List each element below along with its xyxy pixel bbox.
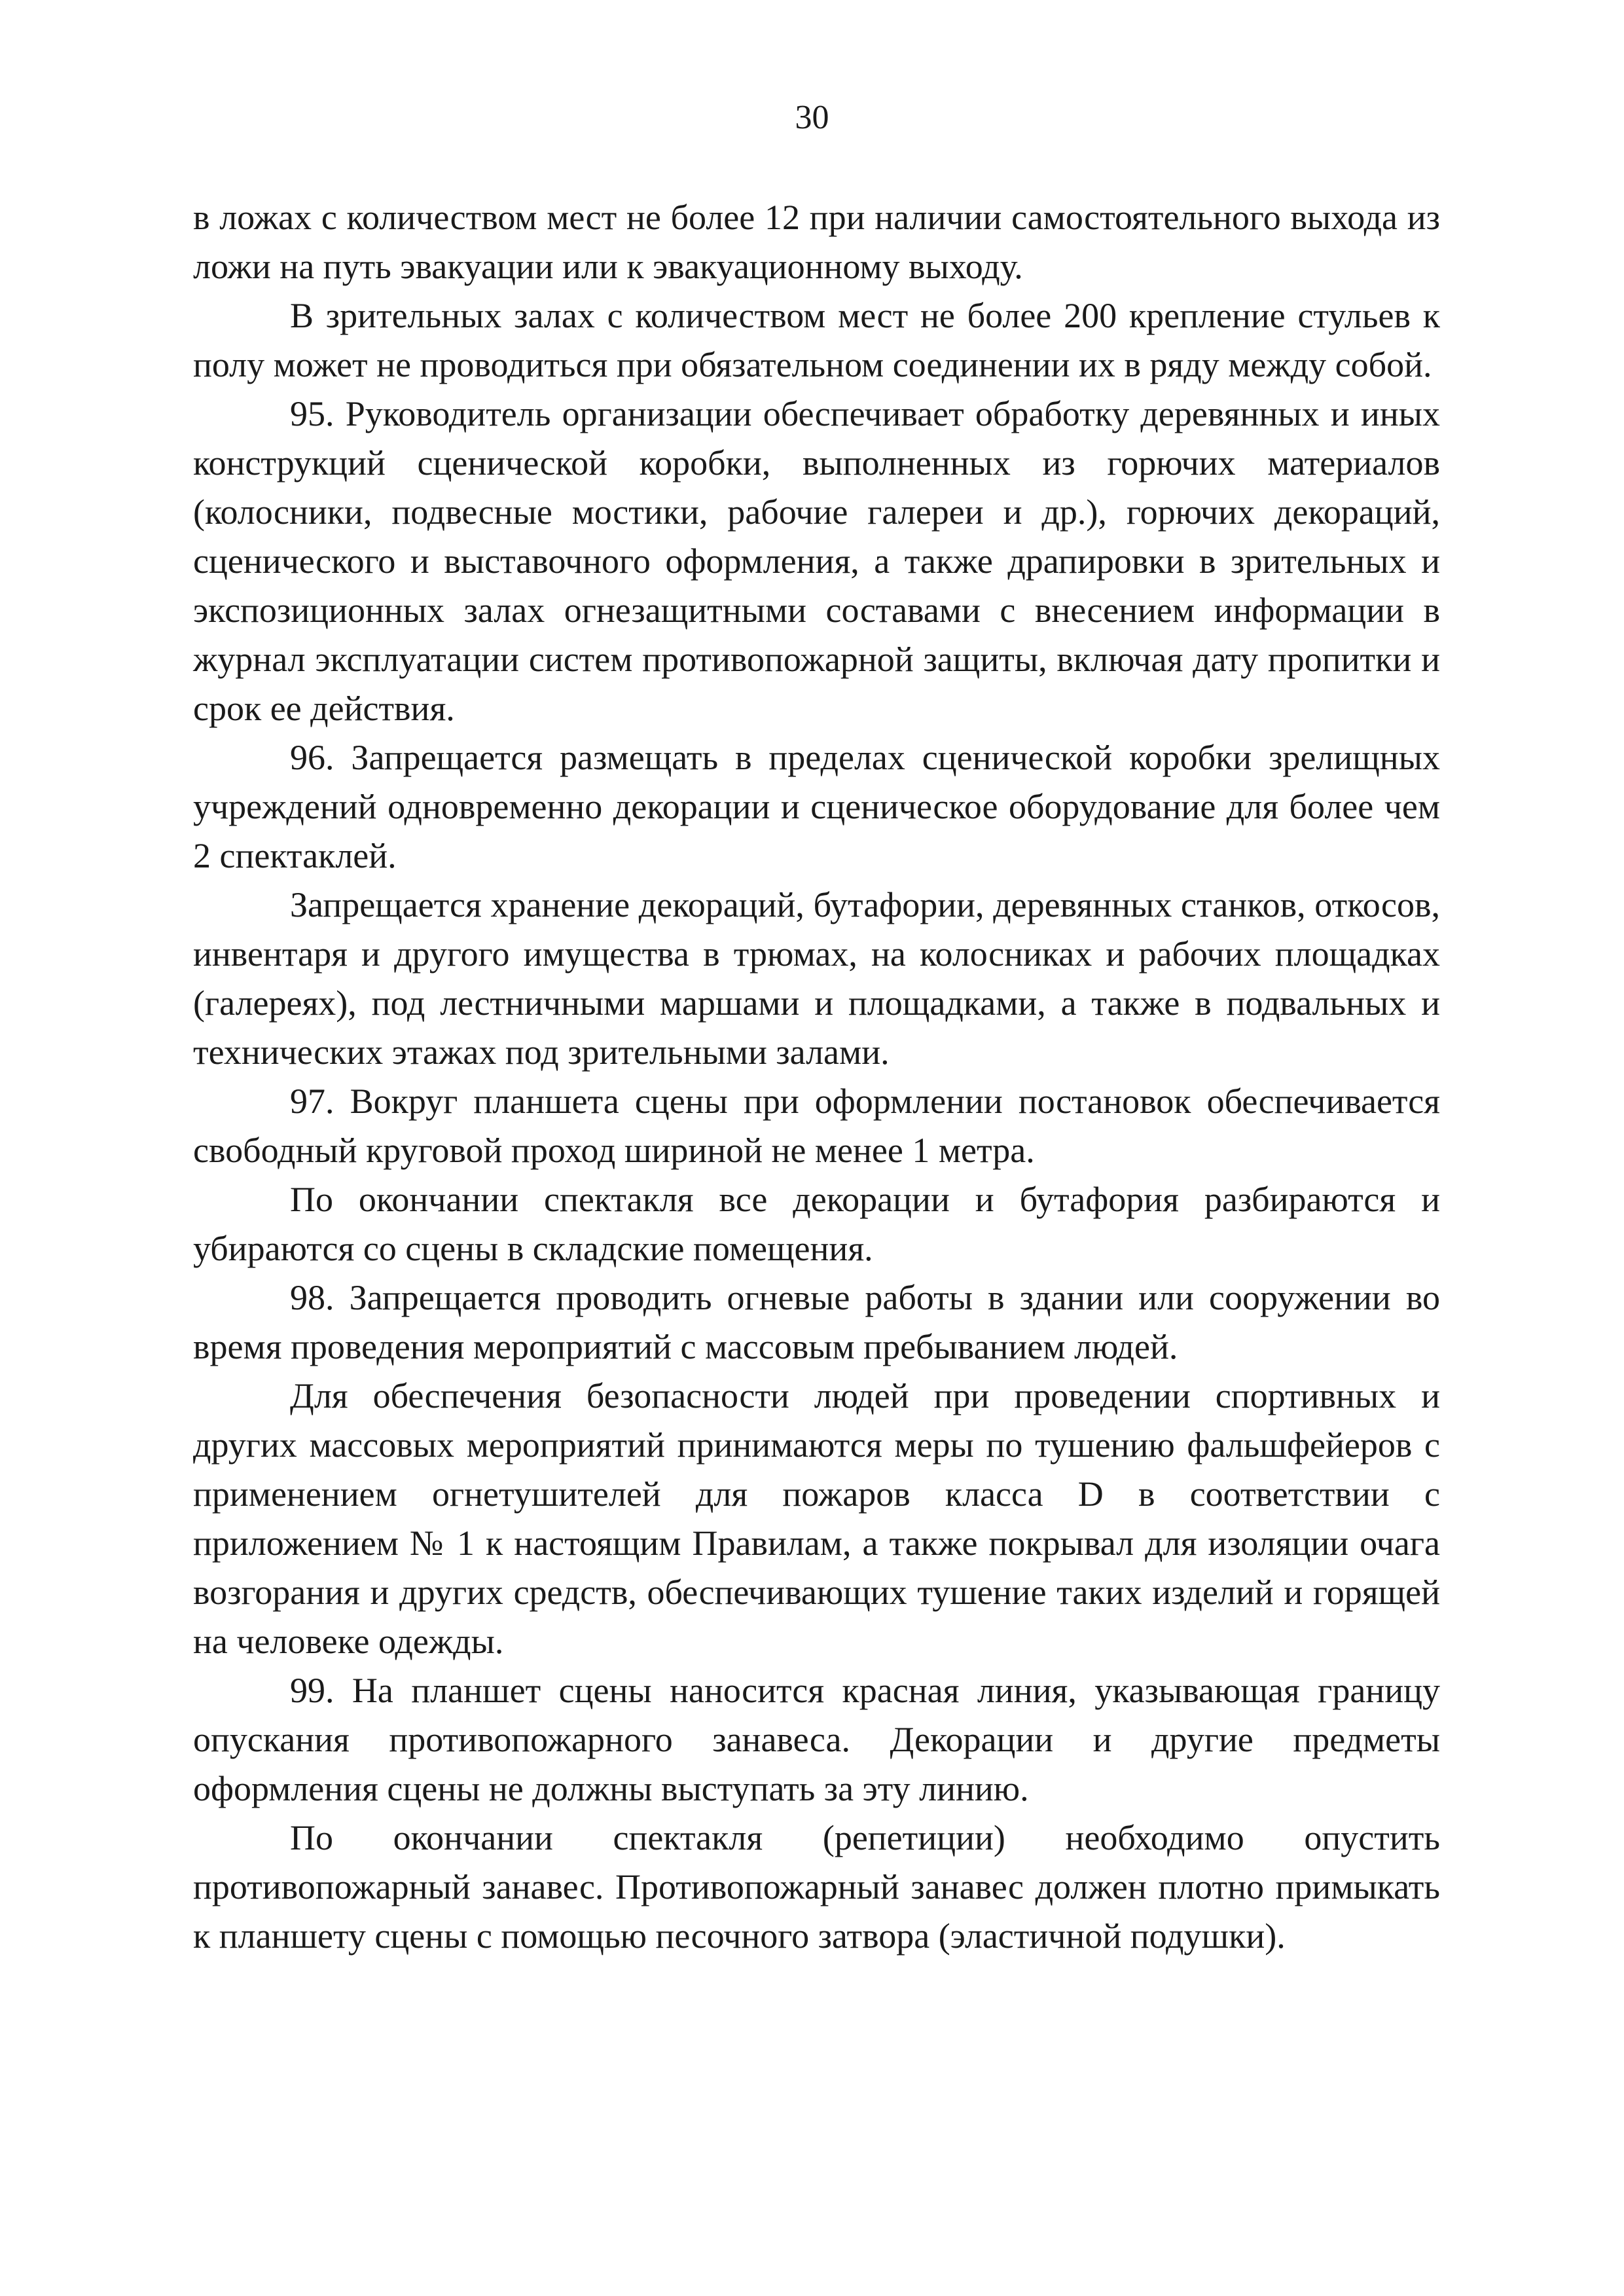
paragraph: Запрещается хранение декораций, бутафории, деревянных станков, откосов, инвентаря и другого имущества в трюмах, на колосниках и рабочих площадках (галереях), под лестничными маршами и площадками, а также в подвальных и технических этажах под зрительными залами. xyxy=(193,885,1440,1072)
paragraph-item-98: 98. Запрещается проводить огневые работы в здании или сооружении во время проведения мероприятий с массовым пребыванием людей. xyxy=(193,1278,1440,1366)
paragraph-item-99: 99. На планшет сцены наносится красная линия, указывающая границу опускания противопожарного занавеса. Декорации и другие предметы оформления сцены не должны выступать за эту линию. xyxy=(193,1671,1440,1808)
page-number: 30 xyxy=(795,99,829,136)
paragraph-item-95: 95. Руководитель организации обеспечивает обработку деревянных и иных конструкций сценической коробки, выполненных из горючих материалов (колосники, подвесные мостики, рабочие галереи и др.), горючих декораций, сценического и выставочного оформления, а также драпировки в зрительных и экспозиционных залах огнезащитными составами с внесением информации в журнал эксплуатации систем противопожарной защиты, включая дату пропитки и срок ее действия. xyxy=(193,394,1440,728)
paragraph-item-97: 97. Вокруг планшета сцены при оформлении постановок обеспечивается свободный круговой проход шириной не менее 1 метра. xyxy=(193,1082,1440,1170)
paragraph-item-96: 96. Запрещается размещать в пределах сценической коробки зрелищных учреждений одновременно декорации и сценическое оборудование для более чем 2 спектаклей. xyxy=(193,738,1440,875)
paragraph: В зрительных залах с количеством мест не более 200 крепление стульев к полу может не проводиться при обязательном соединении их в ряду между собой. xyxy=(193,296,1440,384)
paragraph: Для обеспечения безопасности людей при проведении спортивных и других массовых мероприятий принимаются меры по тушению фальшфейеров с применением огнетушителей для пожаров класса D в соответствии с приложением № 1 к настоящим Правилам, а также покрывал для изоляции очага возгорания и других средств, обеспечивающих тушение таких изделий и горящей на человеке одежды. xyxy=(193,1376,1440,1661)
document-body xyxy=(193,193,1440,1961)
paragraph: По окончании спектакля все декорации и бутафория разбираются и убираются со сцены в складские помещения. xyxy=(193,1180,1440,1268)
paragraph: По окончании спектакля (репетиции) необходимо опустить противопожарный занавес. Противопожарный занавес должен плотно примыкать к планшету сцены с помощью песочного затвора (эластичной подушки). xyxy=(193,1818,1440,1956)
paragraph-continuation: в ложах с количеством мест не более 12 при наличии самостоятельного выхода из ложи на путь эвакуации или к эвакуационному выходу. xyxy=(193,198,1440,286)
